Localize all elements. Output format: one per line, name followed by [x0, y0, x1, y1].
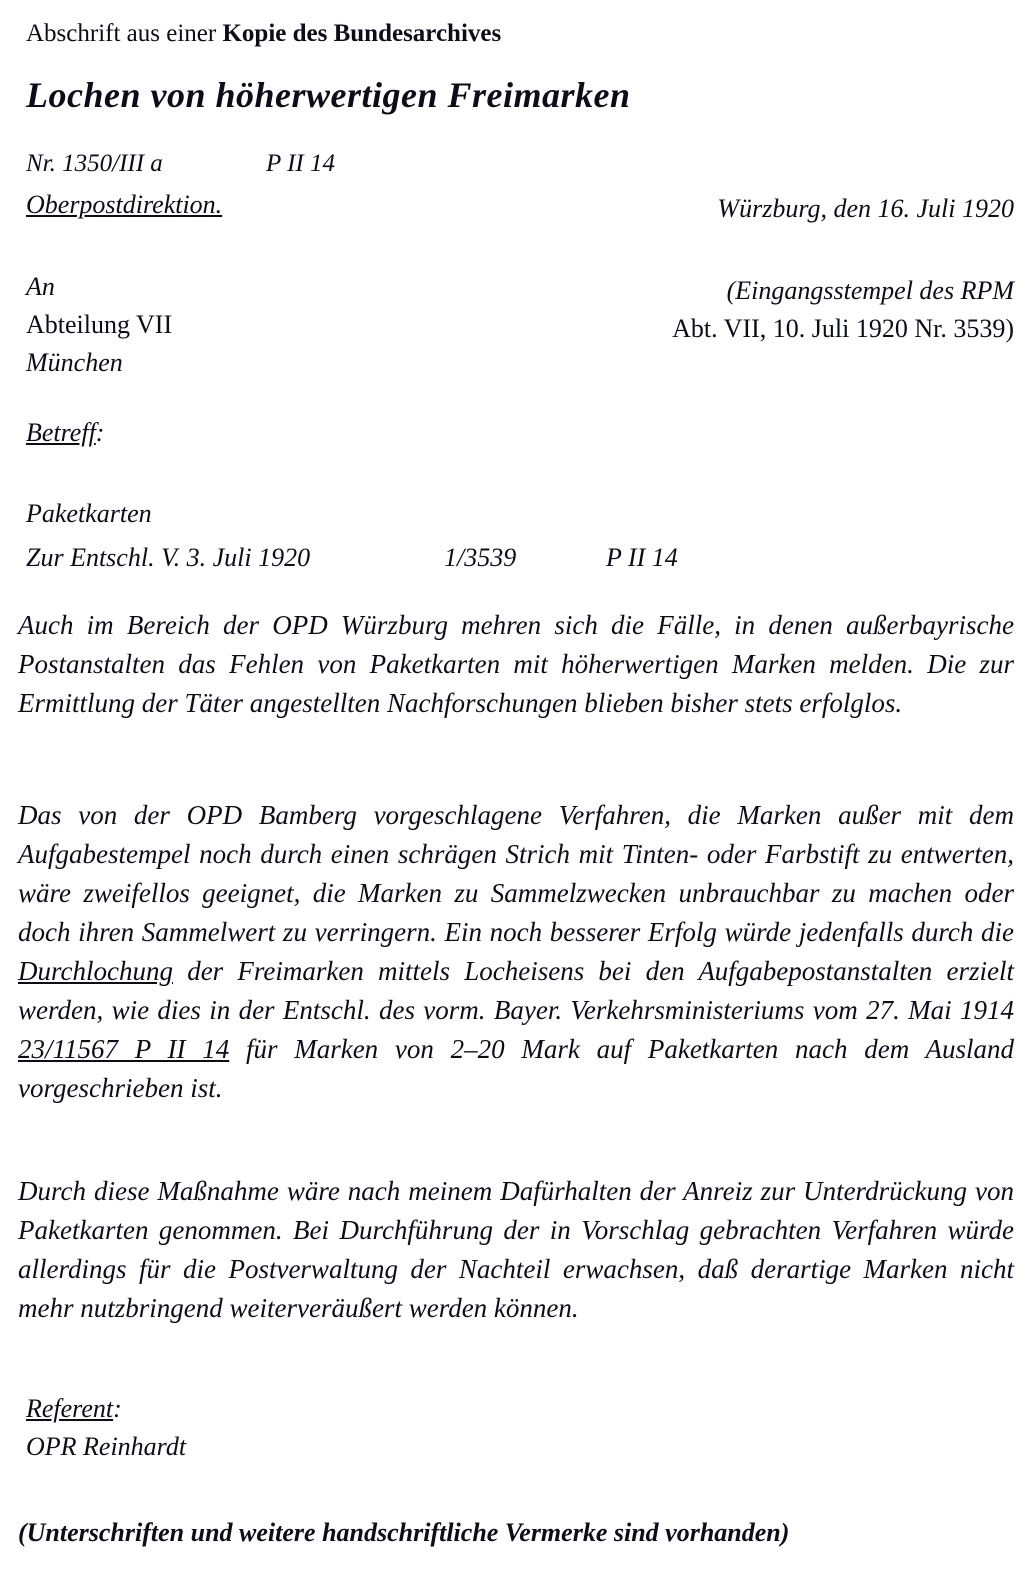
reference-number: Nr. 1350/III a [26, 150, 163, 177]
address-line-1: An [26, 272, 55, 301]
incoming-stamp [672, 272, 1014, 348]
subject-heading-colon: : [95, 418, 105, 447]
paragraph-2-emphasis-1: Durchlochung [18, 956, 173, 986]
archive-note [26, 20, 501, 48]
subject-block [26, 492, 678, 580]
referent-heading [26, 1390, 186, 1428]
address-line-2: Abteilung VII [26, 310, 173, 339]
recipient-address [26, 268, 172, 382]
paragraph-2-part-3: für Marken von 2–20 Mark auf Paketkarten nach dem Ausland vorgeschrieben ist. [18, 1034, 1014, 1103]
referent-name: OPR Reinhardt [26, 1432, 187, 1461]
referent-label: Referent [26, 1394, 114, 1423]
subject-line-1: Paketkarten [26, 499, 152, 528]
address-line-3: München [26, 348, 123, 377]
paragraph-2-part-1: Das von der OPD Bamberg vorgeschlagene Verfahren, die Marken außer mit dem Aufgabestempel noch durch einen schrägen Strich mit Tinten- oder Farbstift zu entwerten, wäre zweifellos geeignet, die Marken zu Sammelzwecken unbrauchbar zu machen oder doch ihren Sammelwert zu verringern. Ein noch besserer Erfolg würde jedenfalls durch die [18, 800, 1014, 947]
document-footnote: (Unterschriften und weitere handschriftliche Vermerke sind vorhanden) [18, 1518, 790, 1547]
subject-code: P II 14 [606, 543, 678, 572]
referent-colon: : [113, 1394, 122, 1423]
body-paragraph-2 [18, 796, 1014, 1108]
place-and-date: Würzburg, den 16. Juli 1920 [717, 194, 1014, 223]
reference-row [26, 150, 335, 178]
stamp-line-1: (Eingangsstempel des RPM [726, 276, 1014, 305]
body-paragraph-1: Auch im Bereich der OPD Würzburg mehren sich die Fälle, in denen außerbayrische Postanstalten das Fehlen von Paketkarten mit höherwertigen Marken melden. Die zur Ermittlung der Täter angestellten Nachforschungen blieben bisher stets erfolglos. [18, 610, 1014, 718]
paragraph-2-emphasis-2: 23/11567 P II 14 [18, 1034, 230, 1064]
referent-block [26, 1390, 186, 1466]
body-paragraph-3: Durch diese Maßnahme wäre nach meinem Dafürhalten der Anreiz zur Unterdrückung von Paketkarten genommen. Bei Durchführung der in Vorschlag gebrachten Verfahren würde allerdings für die Postverwaltung der Nachteil erwachsen, daß derartige Marken nicht mehr nutzbringend weiterveräußert werden können. [18, 1176, 1014, 1323]
reference-code: P II 14 [266, 150, 335, 177]
archive-note-prefix: Abschrift aus einer [26, 20, 223, 47]
paragraph-2-part-2: der Freimarken mittels Locheisens bei den Aufgabepostanstalten erzielt werden, wie dies in der Entschl. des vorm. Bayer. Verkehrsministeriums vom 27. Mai 1914 [18, 956, 1014, 1025]
subject-heading-label: Betreff [26, 418, 96, 447]
subject-file-number: 1/3539 [444, 543, 517, 572]
stamp-line-2: Abt. VII, 10. Juli 1920 Nr. 3539) [672, 314, 1014, 343]
subject-heading [26, 418, 104, 448]
page-title: Lochen von höherwertigen Freimarken [26, 75, 631, 115]
subject-decision: Zur Entschl. V. 3. Juli 1920 [26, 543, 311, 572]
archive-note-source: Kopie des Bundesarchives [222, 20, 502, 47]
subject-line-2 [26, 536, 678, 580]
issuing-authority: Oberpostdirektion. [26, 190, 223, 219]
